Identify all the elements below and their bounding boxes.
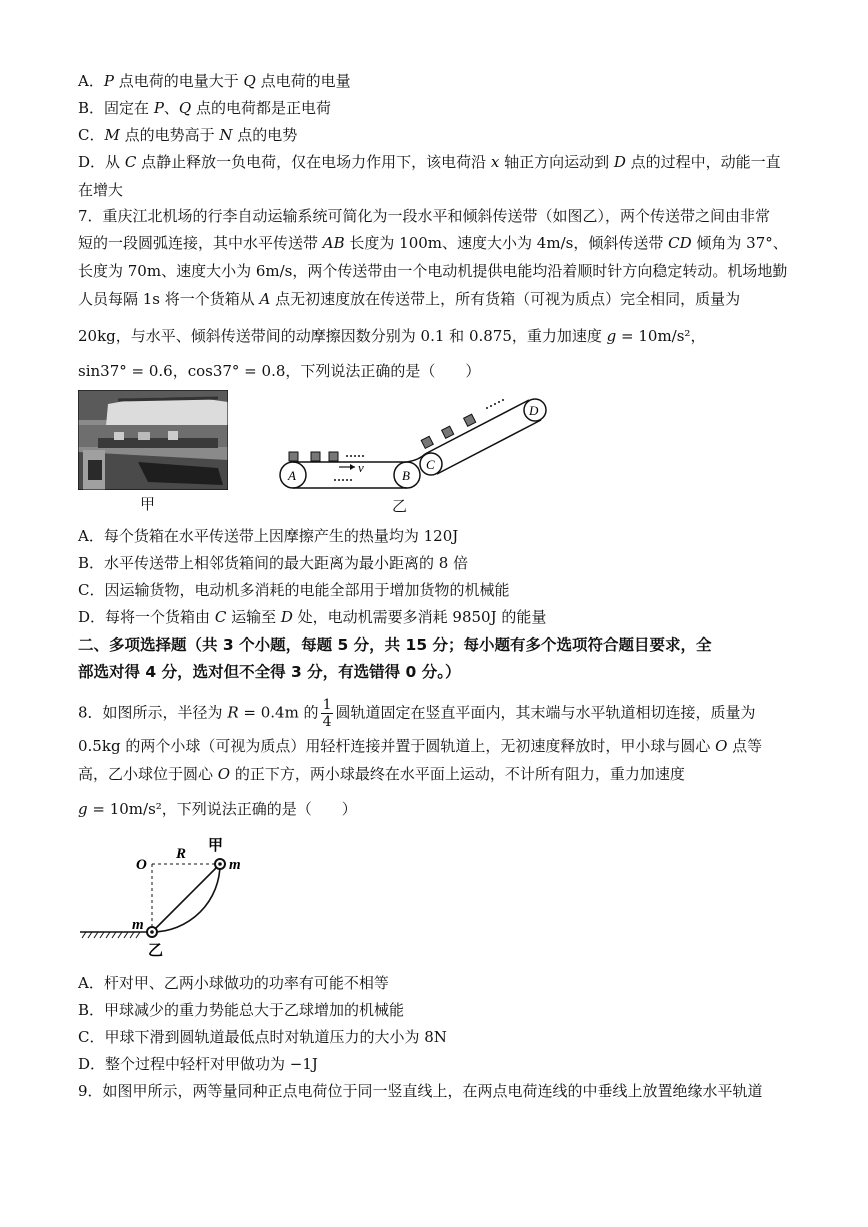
q7-stem-line6: sin37° = 0.6，cos37° = 0.8，下列说法正确的是（ ） — [78, 362, 481, 380]
q8-option-a: A．杆对甲、乙两小球做功的功率有可能不相等 — [78, 974, 389, 992]
ball-jia-label: 甲 — [208, 838, 224, 854]
q8-option-c: C．甲球下滑到圆轨道最低点时对轨道压力的大小为 8N — [78, 1028, 447, 1046]
cargo-box — [329, 452, 338, 461]
q7-option-c: C．因运输货物，电动机多消耗的电能全部用于增加货物的机械能 — [78, 581, 510, 599]
point-c-label: C — [426, 457, 435, 472]
q7-stem-line1: 7．重庆江北机场的行李自动运输系统可简化为一段水平和倾斜传送带（如图乙），两个传送带之间由非常 — [78, 207, 771, 225]
ball-yi-mass-label: m — [132, 917, 144, 933]
q8-stem-line4: g = 10m/s²，下列说法正确的是（ ） — [78, 800, 357, 818]
q8-option-d: D．整个过程中轻杆对甲做功为 −1J — [78, 1055, 318, 1073]
q8-circular-track-diagram — [78, 832, 248, 962]
point-b-label: B — [402, 468, 410, 483]
point-d-label: D — [529, 403, 539, 418]
section2-heading-line2: 部选对得 4 分，选对但不全得 3 分，有选错得 0 分。） — [78, 663, 461, 681]
q7-photo-airport — [78, 390, 228, 490]
q7-fig-label-jia: 甲 — [140, 495, 156, 513]
q7-conveyor-diagram — [275, 392, 555, 496]
q7-option-a: A．每个货箱在水平传送带上因摩擦产生的热量均为 120J — [78, 527, 459, 545]
q6-option-d: D．从 C 点静止释放一负电荷，仅在电场力作用下，该电荷沿 x 轴正方向运动到 D 点的过程中，动能一直 — [78, 153, 781, 171]
q8-stem-line1: 8．如图所示，半径为 R = 0.4m 的 $\frac{1}{4}$ 圆轨道固定在竖直平面内，其末端与水平轨道相切连接，质量为 — [78, 697, 756, 730]
velocity-label: v — [358, 460, 364, 475]
section2-heading-line1: 二、多项选择题（共 3 个小题，每题 5 分，共 15 分；每小题有多个选项符合题目要求，全 — [78, 636, 712, 654]
q7-stem-line3: 长度为 70m、速度大小为 6m/s，两个传送带由一个电动机提供电能均沿着顺时针方向稳定转动。机场地勤 — [78, 262, 788, 280]
q8-stem-line3: 高，乙小球位于圆心 O 的正下方，两小球最终在水平面上运动，不计所有阻力，重力加速度 — [78, 765, 685, 783]
cargo-box — [464, 414, 476, 426]
radius-label: R — [176, 846, 187, 862]
q9-stem-line1: 9．如图甲所示，两等量同种正点电荷位于同一竖直线上，在两点电荷连线的中垂线上放置绝缘水平轨道 — [78, 1082, 763, 1100]
q7-stem-line5: 20kg，与水平、倾斜传送带间的动摩擦因数分别为 0.1 和 0.875，重力加速度 g = 10m/s²， — [78, 327, 706, 345]
q8-stem-line2: 0.5kg 的两个小球（可视为质点）用轻杆连接并置于圆轨道上，无初速度释放时，甲小球与圆心 O 点等 — [78, 737, 763, 755]
ball-jia-mass-label: m — [229, 857, 241, 873]
cargo-box — [311, 452, 320, 461]
q7-option-b: B．水平传送带上相邻货箱间的最大距离为最小距离的 8 倍 — [78, 554, 469, 572]
q6-option-b: B．固定在 P、Q 点的电荷都是正电荷 — [78, 99, 332, 117]
q7-fig-label-yi: 乙 — [392, 497, 408, 515]
cargo-box — [289, 452, 298, 461]
q7-stem-line2: 短的一段圆弧连接，其中水平传送带 AB 长度为 100m、速度大小为 4m/s，倾斜传送带 CD 倾角为 37°、 — [78, 234, 788, 252]
point-a-label: A — [288, 468, 296, 483]
q8-option-b: B．甲球减少的重力势能总大于乙球增加的机械能 — [78, 1001, 405, 1019]
q7-stem-line4: 人员每隔 1s 将一个货箱从 A 点无初速度放在传送带上，所有货箱（可视为质点）完全相同，质量为 — [78, 290, 741, 308]
q6-option-c: C．M 点的电势高于 N 点的电势 — [78, 126, 298, 144]
cargo-box — [421, 436, 433, 448]
q7-option-d: D．每将一个货箱由 C 运输至 D 处，电动机需要多消耗 9850J 的能量 — [78, 608, 547, 626]
q6-option-d-cont: 在增大 — [78, 181, 124, 199]
cargo-box — [442, 426, 454, 438]
point-o-label: O — [136, 857, 147, 873]
ball-yi-label: 乙 — [148, 943, 164, 959]
q6-option-a: A．P 点电荷的电量大于 Q 点电荷的电量 — [78, 72, 351, 90]
fraction-quarter: $\frac{1}{4}$ — [322, 697, 332, 730]
